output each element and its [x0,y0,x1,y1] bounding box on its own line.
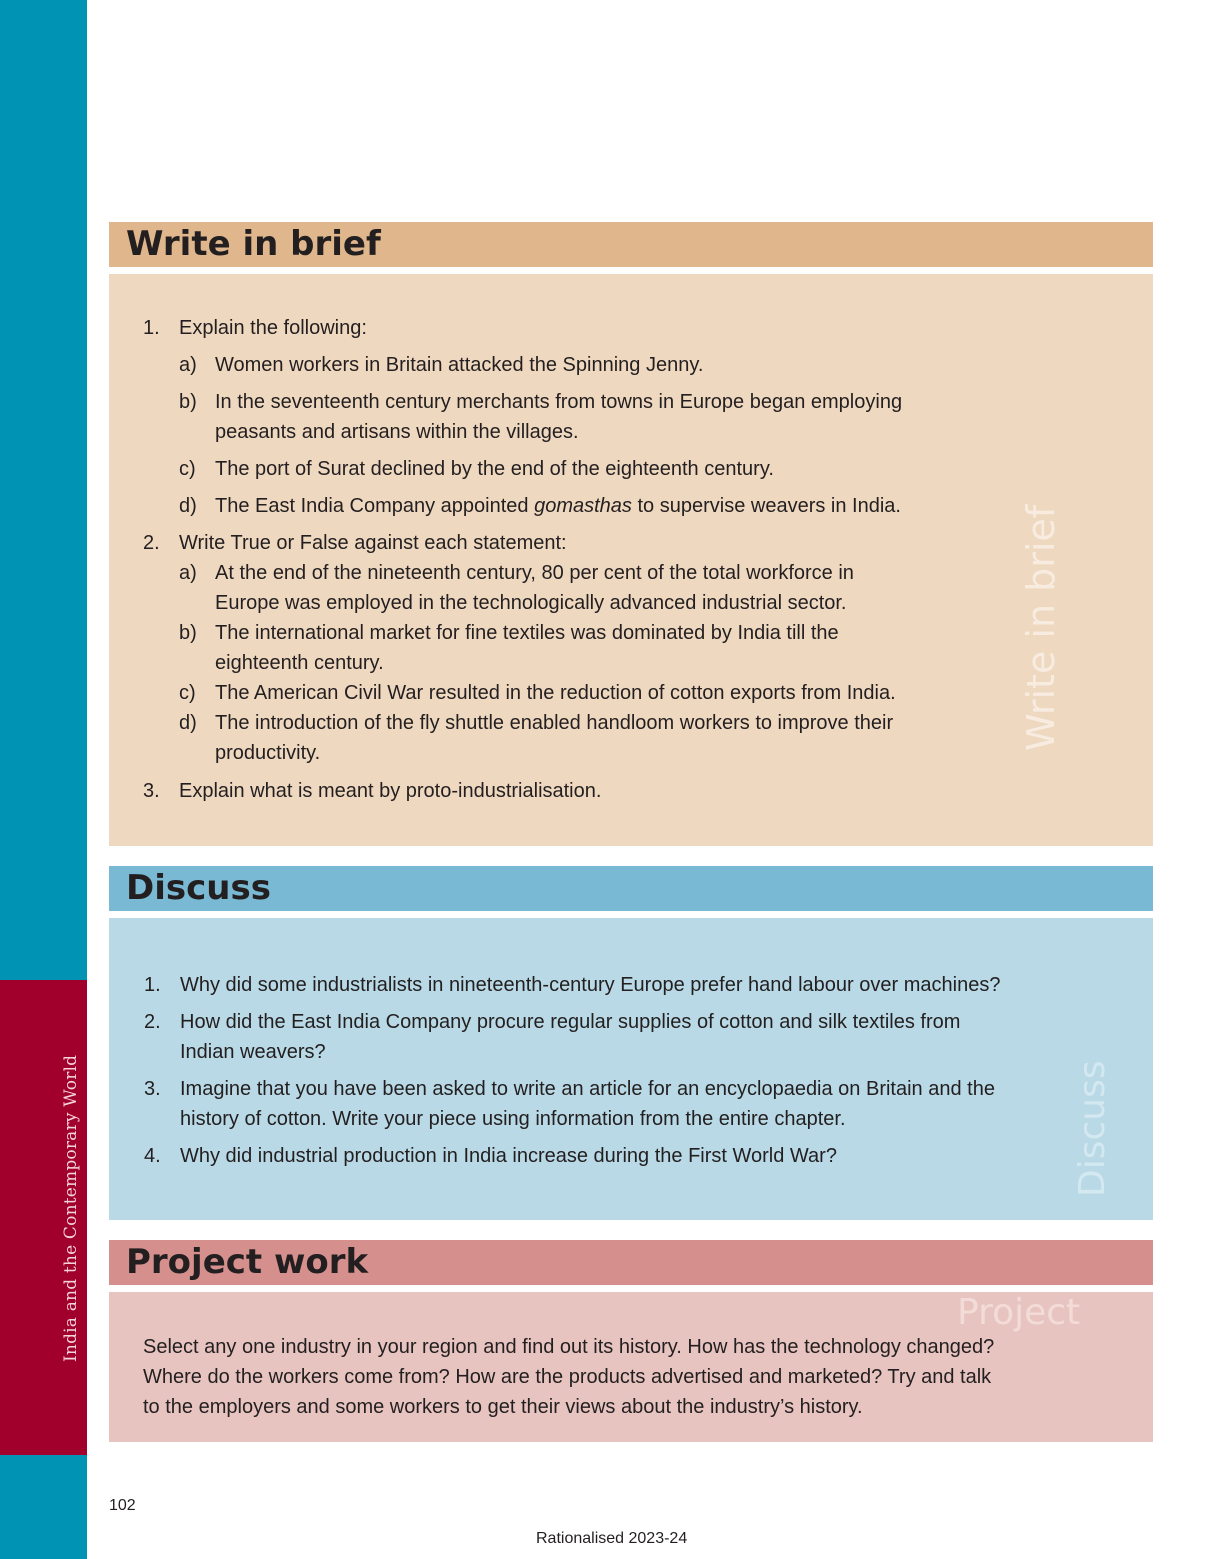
sub-question-text: The introduction of the fly shuttle enabled handloom workers to improve their [215,712,894,734]
sub-question-text: The international market for fine textiles was dominated by India till the [215,622,839,644]
sub-question-text: At the end of the nineteenth century, 80 per cent of the total workforce in [215,562,854,584]
section-body-project-work [109,1292,1153,1442]
section-watermark: Discuss [1072,1060,1113,1197]
project-text-line: Select any one industry in your region and find out its history. How has the technology changed? [143,1336,995,1358]
sub-question-label: b) [179,622,197,644]
question-number: 4. [144,1145,161,1167]
section-watermark: Write in brief [1019,504,1063,751]
sub-question-text: The East India Company appointed gomasthas to supervise weavers in India. [215,495,901,517]
page-number: 102 [109,1497,136,1514]
question-text-cont: Indian weavers? [180,1041,326,1063]
section-header-project-work [109,1240,1153,1285]
sub-question-text: The port of Surat declined by the end of the eighteenth century. [215,458,774,480]
question-text: Why did industrial production in India increase during the First World War? [180,1145,837,1167]
sub-question-label: b) [179,391,197,413]
sub-question-text: Women workers in Britain attacked the Spinning Jenny. [215,354,704,376]
italic-term: gomasthas [534,495,632,517]
section-title: Write in brief [126,224,381,264]
question-number: 2. [143,532,160,554]
section-watermark: Project [957,1292,1081,1333]
question-text: Explain the following: [179,317,367,339]
sub-question-text-cont: peasants and artisans within the villages. [215,421,579,443]
sub-question-label: c) [179,682,196,704]
section-title: Project work [126,1242,369,1282]
question-text-cont: history of cotton. Write your piece using information from the entire chapter. [180,1108,846,1130]
sub-question-label: a) [179,562,197,584]
question-number: 1. [144,974,161,996]
question-text: How did the East India Company procure regular supplies of cotton and silk textiles from [180,1011,961,1033]
section-body-write-in-brief [109,274,1153,846]
section-title: Discuss [126,868,271,908]
sub-question-text-cont: eighteenth century. [215,652,384,674]
question-number: 3. [144,1078,161,1100]
sub-question-label: c) [179,458,196,480]
question-text: Write True or False against each statement: [179,532,567,554]
section-header-write-in-brief [109,222,1153,267]
question-text: Explain what is meant by proto-industrialisation. [179,780,602,802]
book-title: India and the Contemporary World [61,1054,81,1362]
section-body-discuss [109,918,1153,1220]
footer-note: Rationalised 2023-24 [536,1530,688,1547]
sub-question-text: The American Civil War resulted in the reduction of cotton exports from India. [215,682,896,704]
sub-question-label: d) [179,712,197,734]
sub-question-text-cont: Europe was employed in the technologically advanced industrial sector. [215,592,847,614]
question-item: 1. [143,317,160,339]
question-text: Imagine that you have been asked to write an article for an encyclopaedia on Britain and the [180,1078,995,1100]
sub-question-text: In the seventeenth century merchants from towns in Europe began employing [215,391,903,413]
sub-question-label: d) [179,495,197,517]
question-number: 2. [144,1011,161,1033]
question-text: Why did some industrialists in nineteenth-century Europe prefer hand labour over machines? [180,974,1001,996]
question-number: 3. [143,780,160,802]
section-header-discuss [109,866,1153,911]
sub-question-label: a) [179,354,197,376]
project-text-line: to the employers and some workers to get their views about the industry’s history. [143,1396,863,1418]
sub-question-text-cont: productivity. [215,742,321,764]
project-text-line: Where do the workers come from? How are the products advertised and marketed? Try and talk [143,1366,992,1388]
